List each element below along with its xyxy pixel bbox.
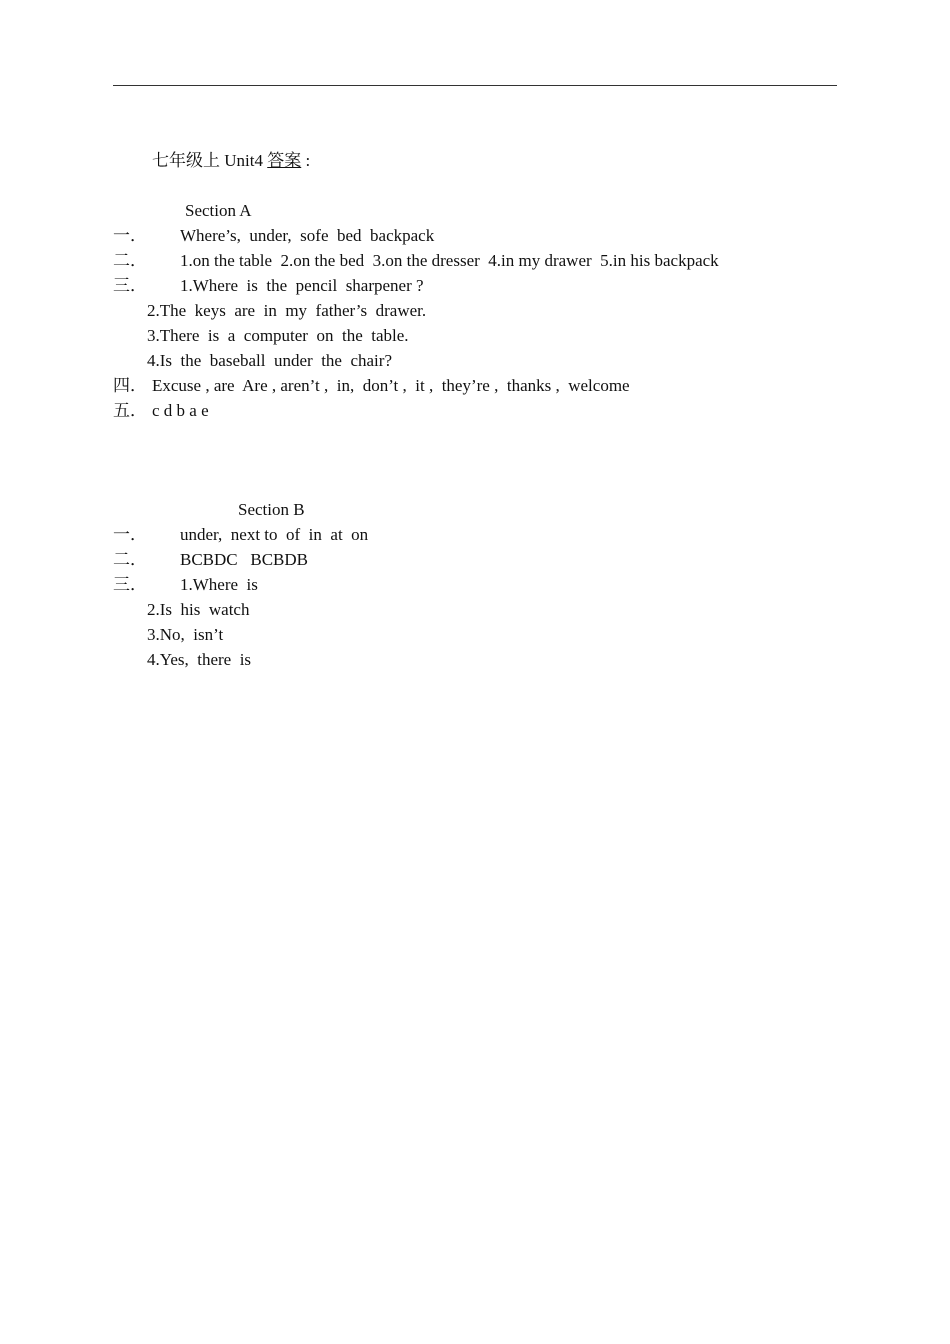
page-title — [152, 151, 310, 171]
title-prefix: 七年级上 Unit4 — [152, 151, 268, 170]
section-a-item-1-marker: 一． — [113, 226, 147, 245]
section-b-item-4-text: 2.Is his watch — [147, 600, 250, 619]
section-a-item-8-text: c d b a e — [152, 401, 209, 420]
section-a-item-2-marker: 二． — [113, 251, 147, 270]
section-b-item-3-text: 1.Where is — [180, 575, 258, 594]
section-a-item-3-marker: 三． — [113, 276, 147, 295]
section-b-item-5-text: 3.No, isn’t — [147, 625, 224, 644]
section-b-item-1-text: under, next to of in at on — [180, 525, 369, 544]
section-a-item-8-marker: 五． — [113, 401, 147, 420]
section-a-item-5-text: 3.There is a computer on the table. — [147, 326, 409, 345]
header-rule — [113, 85, 837, 86]
title-underlined: 答案 — [267, 151, 302, 170]
section-a-item-7-marker: 四． — [113, 376, 147, 395]
section-b-item-6-text: 4.Yes, there is — [147, 650, 252, 669]
section-a-item-6-text: 4.Is the baseball under the chair? — [147, 351, 392, 370]
section-a-item-3-text: 1.Where is the pencil sharpener ? — [180, 276, 424, 295]
section-b-item-2-marker: 二． — [113, 550, 147, 569]
section-a-item-4-text: 2.The keys are in my father’s drawer. — [147, 301, 427, 320]
section-a-item-2-text: 1.on the table 2.on the bed 3.on the dresser 4.in my drawer 5.in his backpack — [180, 251, 719, 270]
section-b-item-2-text: BCBDC BCBDB — [180, 550, 309, 569]
section-a-item-7-text: Excuse , are Are , aren’t , in, don’t , it , they’re , thanks , welcome — [152, 376, 630, 395]
section-b-heading: Section B — [238, 500, 305, 519]
section-b-item-1-marker: 一． — [113, 525, 147, 544]
title-suffix: : — [301, 151, 311, 170]
section-a-heading: Section A — [185, 201, 252, 220]
section-a-item-1-text: Where’s, under, sofe bed backpack — [180, 226, 435, 245]
section-b-item-3-marker: 三． — [113, 575, 147, 594]
